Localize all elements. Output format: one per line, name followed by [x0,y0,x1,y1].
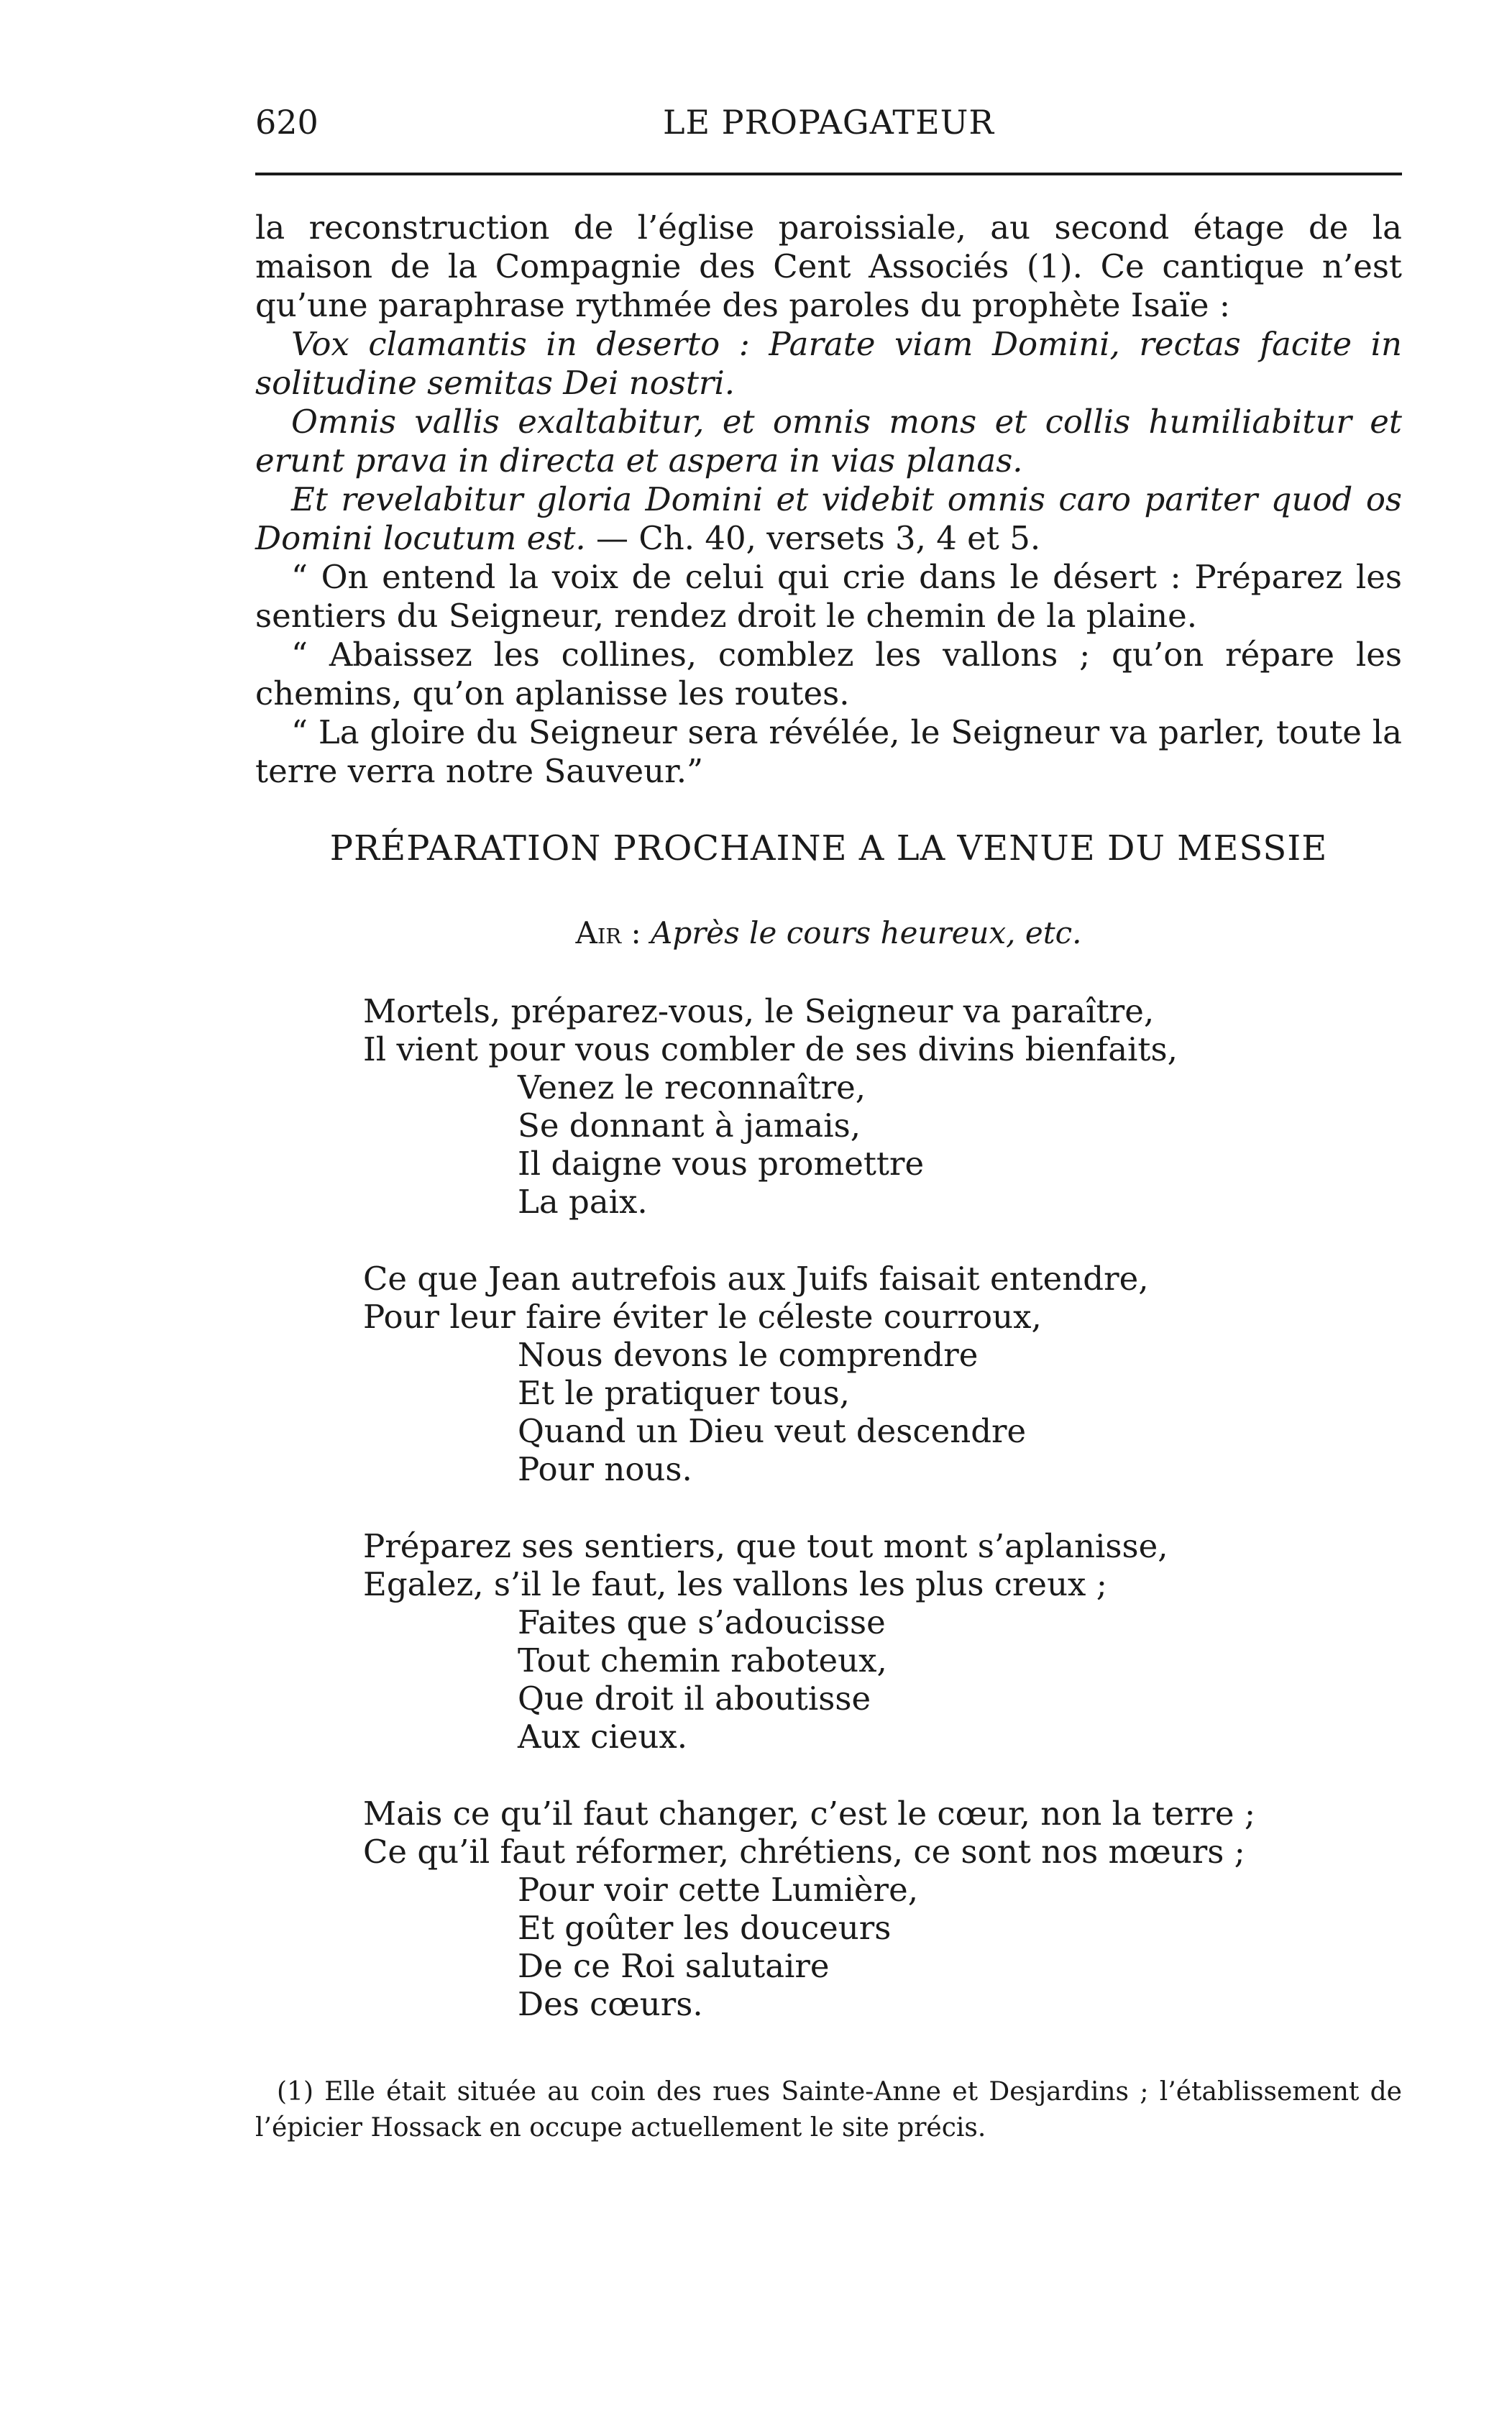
verse-line: Egalez, s’il le faut, les vallons les plus creux ; [363,1565,1107,1603]
french-verse-3: “ On entend la voix de celui qui crie dans le désert : Préparez les sentiers du Seigneur, rendez droit le chemin de la plaine. [255,558,1402,635]
body-text [255,208,1402,791]
footnote: (1) Elle était située au coin des rues Sainte-Anne et Desjardins ; l’établissement de l’épicier Hossack en occupe actuellement le site précis. [255,2077,1402,2143]
intro-paragraph: la reconstruction de l’église paroissiale, au second étage de la maison de la Compagnie des Cent Associés (1). Ce cantique n’est qu’une paraphrase rythmée des paroles du prophète Isaïe : [255,208,1402,324]
section-heading: PRÉPARATION PROCHAINE A LA VENUE DU MESSIE [329,828,1328,869]
verse-line: Pour nous. [518,1450,692,1488]
hymn [363,992,1370,2062]
tune-separator: : [621,915,651,950]
verse-line: De ce Roi salutaire [518,1947,830,1985]
scripture-citation: — Ch. 40, versets 3, 4 et 5. [585,519,1041,557]
tune-name: Après le cours heureux, etc. [651,915,1082,950]
verse-line: Nous devons le comprendre [518,1336,979,1374]
running-header [255,101,1402,151]
verse-line: Et goûter les douceurs [518,1909,892,1947]
latin-verse-5 [255,480,1402,558]
latin-verse-3: Vox clamantis in deserto : Parate viam Domini, rectas facite in solitudine semitas Dei nostri. [255,325,1402,402]
stanza-2 [363,1260,1370,1488]
french-verse-4: “ Abaissez les collines, comblez les vallons ; qu’on répare les chemins, qu’on aplanisse les routes. [255,636,1402,712]
running-title: LE PROPAGATEUR [662,103,995,142]
verse-line: Mortels, préparez-vous, le Seigneur va paraître, [363,992,1155,1030]
header-rule [255,173,1402,175]
verse-line: Des cœurs. [518,1985,703,2023]
verse-line: Pour leur faire éviter le céleste courroux, [363,1298,1042,1336]
verse-line: Mais ce qu’il faut changer, c’est le cœur, non la terre ; [363,1795,1255,1833]
verse-line: Préparez ses sentiers, que tout mont s’aplanisse, [363,1527,1168,1565]
verse-line: Que droit il aboutisse [518,1679,871,1718]
stanza-4 [363,1795,1370,2023]
stanza-1 [363,992,1370,1221]
verse-line: Il vient pour vous combler de ses divins bienfaits, [363,1030,1178,1068]
verse-line: Faites que s’adoucisse [518,1603,886,1641]
latin-verse-4: Omnis vallis exaltabitur, et omnis mons et collis humiliabitur et erunt prava in directa et aspera in vias planas. [255,403,1402,480]
tune-label: Air [575,915,622,950]
verse-line: Il daigne vous promettre [518,1145,925,1183]
verse-line: Pour voir cette Lumière, [518,1871,919,1909]
verse-line: La paix. [518,1183,648,1221]
page-number: 620 [255,103,319,142]
french-verse-5: “ La gloire du Seigneur sera révélée, le Seigneur va parler, toute la terre verra notre Sauveur.” [255,713,1402,790]
verse-line: Aux cieux. [518,1718,688,1756]
stanza-3 [363,1527,1370,1756]
verse-line: Quand un Dieu veut descendre [518,1412,1027,1450]
verse-line: Venez le reconnaître, [518,1068,866,1106]
tune-indication [255,913,1402,953]
verse-line: Et le pratiquer tous, [518,1374,850,1412]
verse-line: Tout chemin raboteux, [518,1641,887,1679]
latin-verse-5-text: Et revelabitur gloria Domini et videbit omnis caro pariter quod os Domini locutum est. [255,480,1402,557]
verse-line: Se donnant à jamais, [518,1106,861,1145]
verse-line: Ce qu’il faut réformer, chrétiens, ce sont nos mœurs ; [363,1833,1245,1871]
verse-line: Ce que Jean autrefois aux Juifs faisait entendre, [363,1260,1149,1298]
